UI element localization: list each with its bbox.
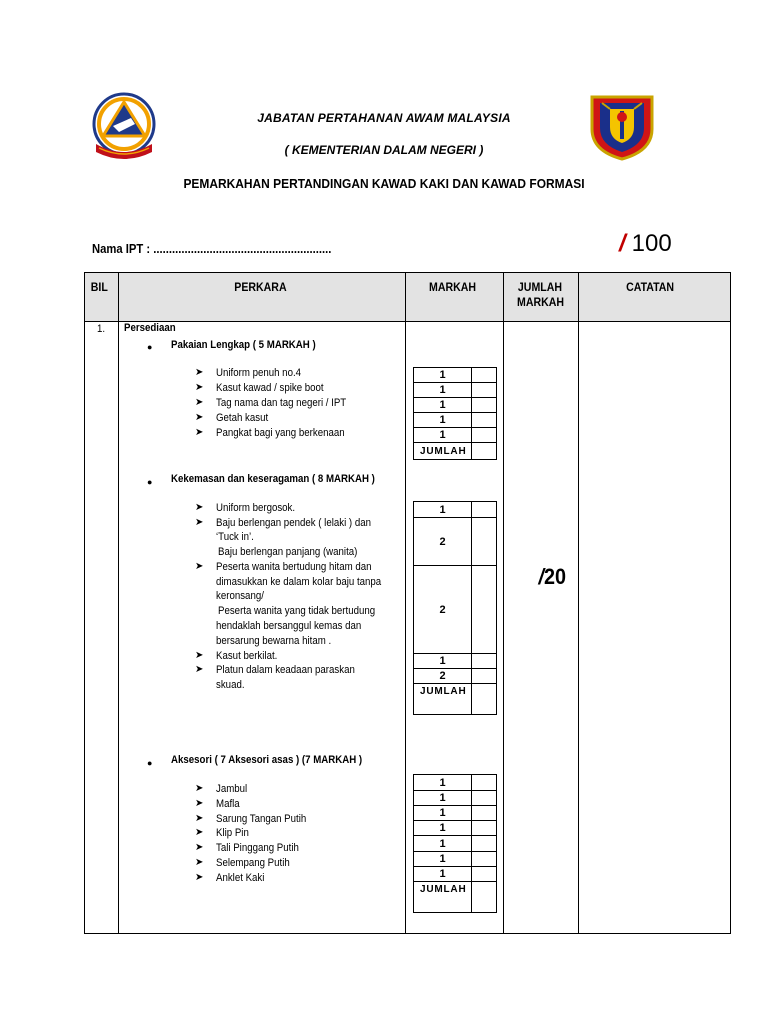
item-line: Kasut kawad / spike boot xyxy=(216,382,324,394)
mark-row xyxy=(414,836,496,852)
arrow-bullet-icon: ➤ xyxy=(195,783,204,794)
mark-row xyxy=(414,502,496,518)
arrow-bullet-icon: ➤ xyxy=(195,650,204,661)
total-score-slash: / xyxy=(619,230,626,257)
item-line: Baju berlengan panjang (wanita) xyxy=(218,546,358,558)
mark-value: 1 xyxy=(414,383,472,397)
item-line: Jambul xyxy=(216,783,248,795)
marks-box-pakaian xyxy=(413,367,497,460)
mark-row xyxy=(414,428,496,443)
mark-value: 1 xyxy=(414,502,472,517)
mark-row xyxy=(414,806,496,821)
mark-value: 2 xyxy=(414,669,472,683)
marks-box-kekemasan xyxy=(413,501,497,715)
nama-ipt-field[interactable]: Nama IPT : ......................................................... xyxy=(92,242,332,256)
arrow-bullet-icon: ➤ xyxy=(195,664,204,675)
mark-value: 1 xyxy=(414,821,472,835)
arrow-bullet-icon: ➤ xyxy=(195,857,204,868)
mark-value: 2 xyxy=(414,518,472,565)
arrow-bullet-icon: ➤ xyxy=(195,561,204,572)
mark-row xyxy=(414,775,496,791)
mark-total-row xyxy=(414,684,496,714)
marking-table xyxy=(84,272,731,934)
mark-value: 1 xyxy=(414,413,472,427)
column-divider xyxy=(578,272,579,934)
item-line: Uniform bergosok. xyxy=(216,502,296,514)
mark-value: 2 xyxy=(414,566,472,653)
arrow-bullet-icon: ➤ xyxy=(195,517,204,528)
document-title: PEMARKAHAN PERTANDINGAN KAWAD KAKI DAN KAWAD FORMASI xyxy=(183,176,585,191)
mark-value: 1 xyxy=(414,852,472,866)
column-divider xyxy=(405,272,406,934)
header-jumlah-markah-line2: MARKAH xyxy=(517,297,565,309)
mark-value: 1 xyxy=(414,836,472,851)
mark-row xyxy=(414,518,496,566)
group-title-kekemasan: Kekemasan dan keseragaman ( 8 MARKAH ) xyxy=(171,473,375,485)
mark-value: 1 xyxy=(414,654,472,668)
mark-value: 1 xyxy=(414,791,472,805)
header-markah: MARKAH xyxy=(429,282,477,294)
mark-value: 1 xyxy=(414,775,472,790)
arrow-bullet-icon: ➤ xyxy=(195,872,204,883)
item-line: Sarung Tangan Putih xyxy=(216,813,307,825)
mark-row xyxy=(414,852,496,867)
column-divider xyxy=(503,272,504,934)
mark-row xyxy=(414,383,496,398)
group-title-aksesori: Aksesori ( 7 Aksesori asas ) (7 MARKAH ) xyxy=(171,754,363,766)
item-line: dimasukkan ke dalam kolar baju tanpa xyxy=(216,576,382,588)
mark-total-row xyxy=(414,882,496,912)
column-divider xyxy=(118,272,119,934)
item-line: Klip Pin xyxy=(216,827,249,839)
header-bil: BIL xyxy=(90,282,108,294)
mark-value: 1 xyxy=(414,428,472,442)
mark-value: 1 xyxy=(414,368,472,382)
arrow-bullet-icon: ➤ xyxy=(195,367,204,378)
arrow-bullet-icon: ➤ xyxy=(195,827,204,838)
jumlah-label: JUMLAH xyxy=(414,443,472,459)
item-line: Platun dalam keadaan paraskan xyxy=(216,664,355,676)
bullet-icon: ● xyxy=(147,477,153,487)
arrow-bullet-icon: ➤ xyxy=(195,813,204,824)
table-header-row xyxy=(84,272,731,322)
header-jumlah-markah-line1: JUMLAH xyxy=(517,282,563,294)
item-line: skuad. xyxy=(216,679,245,691)
section-score-slash: / xyxy=(538,564,545,589)
arrow-bullet-icon: ➤ xyxy=(195,842,204,853)
mark-row xyxy=(414,368,496,383)
arrow-bullet-icon: ➤ xyxy=(195,382,204,393)
section-score-max: 20 xyxy=(544,564,567,589)
group-title-pakaian: Pakaian Lengkap ( 5 MARKAH ) xyxy=(171,339,316,351)
item-line: keronsang/ xyxy=(216,590,264,602)
ministry-heading: ( KEMENTERIAN DALAM NEGERI ) xyxy=(284,143,484,157)
item-line: Mafla xyxy=(216,798,240,810)
mark-row xyxy=(414,398,496,413)
jumlah-label: JUMLAH xyxy=(414,684,472,714)
organization-heading: JABATAN PERTAHANAN AWAM MALAYSIA xyxy=(257,111,511,125)
item-line: Selempang Putih xyxy=(216,857,290,869)
item-line: Tag nama dan tag negeri / IPT xyxy=(216,397,347,409)
item-line: ‘Tuck in’. xyxy=(216,531,254,543)
item-line: Tali Pinggang Putih xyxy=(216,842,299,854)
arrow-bullet-icon: ➤ xyxy=(195,798,204,809)
section-score xyxy=(539,564,567,590)
header-perkara: PERKARA xyxy=(234,282,287,294)
item-line: Peserta wanita yang tidak bertudung xyxy=(218,605,376,617)
total-score xyxy=(619,230,672,258)
item-line: Uniform penuh no.4 xyxy=(216,367,302,379)
bullet-icon: ● xyxy=(147,342,153,352)
arrow-bullet-icon: ➤ xyxy=(195,397,204,408)
arrow-bullet-icon: ➤ xyxy=(195,427,204,438)
item-line: Baju berlengan pendek ( lelaki ) dan xyxy=(216,517,371,529)
row-number: 1. xyxy=(97,323,106,335)
header-catatan: CATATAN xyxy=(626,282,675,294)
total-score-max: 100 xyxy=(631,230,672,257)
item-line: bersarung bewarna hitam . xyxy=(216,635,332,647)
marks-box-aksesori xyxy=(413,774,497,913)
jumlah-label: JUMLAH xyxy=(414,882,472,912)
mark-value: 1 xyxy=(414,398,472,412)
mark-value: 1 xyxy=(414,806,472,820)
mark-row xyxy=(414,654,496,669)
mark-row xyxy=(414,669,496,684)
item-line: Peserta wanita bertudung hitam dan xyxy=(216,561,372,573)
mark-row xyxy=(414,821,496,836)
item-line: Getah kasut xyxy=(216,412,269,424)
item-line: Kasut berkilat. xyxy=(216,650,278,662)
item-line: hendaklah bersanggul kemas dan xyxy=(216,620,362,632)
mark-row xyxy=(414,413,496,428)
mark-row xyxy=(414,867,496,882)
mark-value: 1 xyxy=(414,867,472,881)
mark-row xyxy=(414,566,496,654)
bullet-icon: ● xyxy=(147,758,153,768)
arrow-bullet-icon: ➤ xyxy=(195,412,204,423)
mark-row xyxy=(414,791,496,806)
arrow-bullet-icon: ➤ xyxy=(195,502,204,513)
item-line: Pangkat bagi yang berkenaan xyxy=(216,427,345,439)
section-title: Persediaan xyxy=(124,322,176,334)
item-line: Anklet Kaki xyxy=(216,872,265,884)
mark-total-row xyxy=(414,443,496,459)
